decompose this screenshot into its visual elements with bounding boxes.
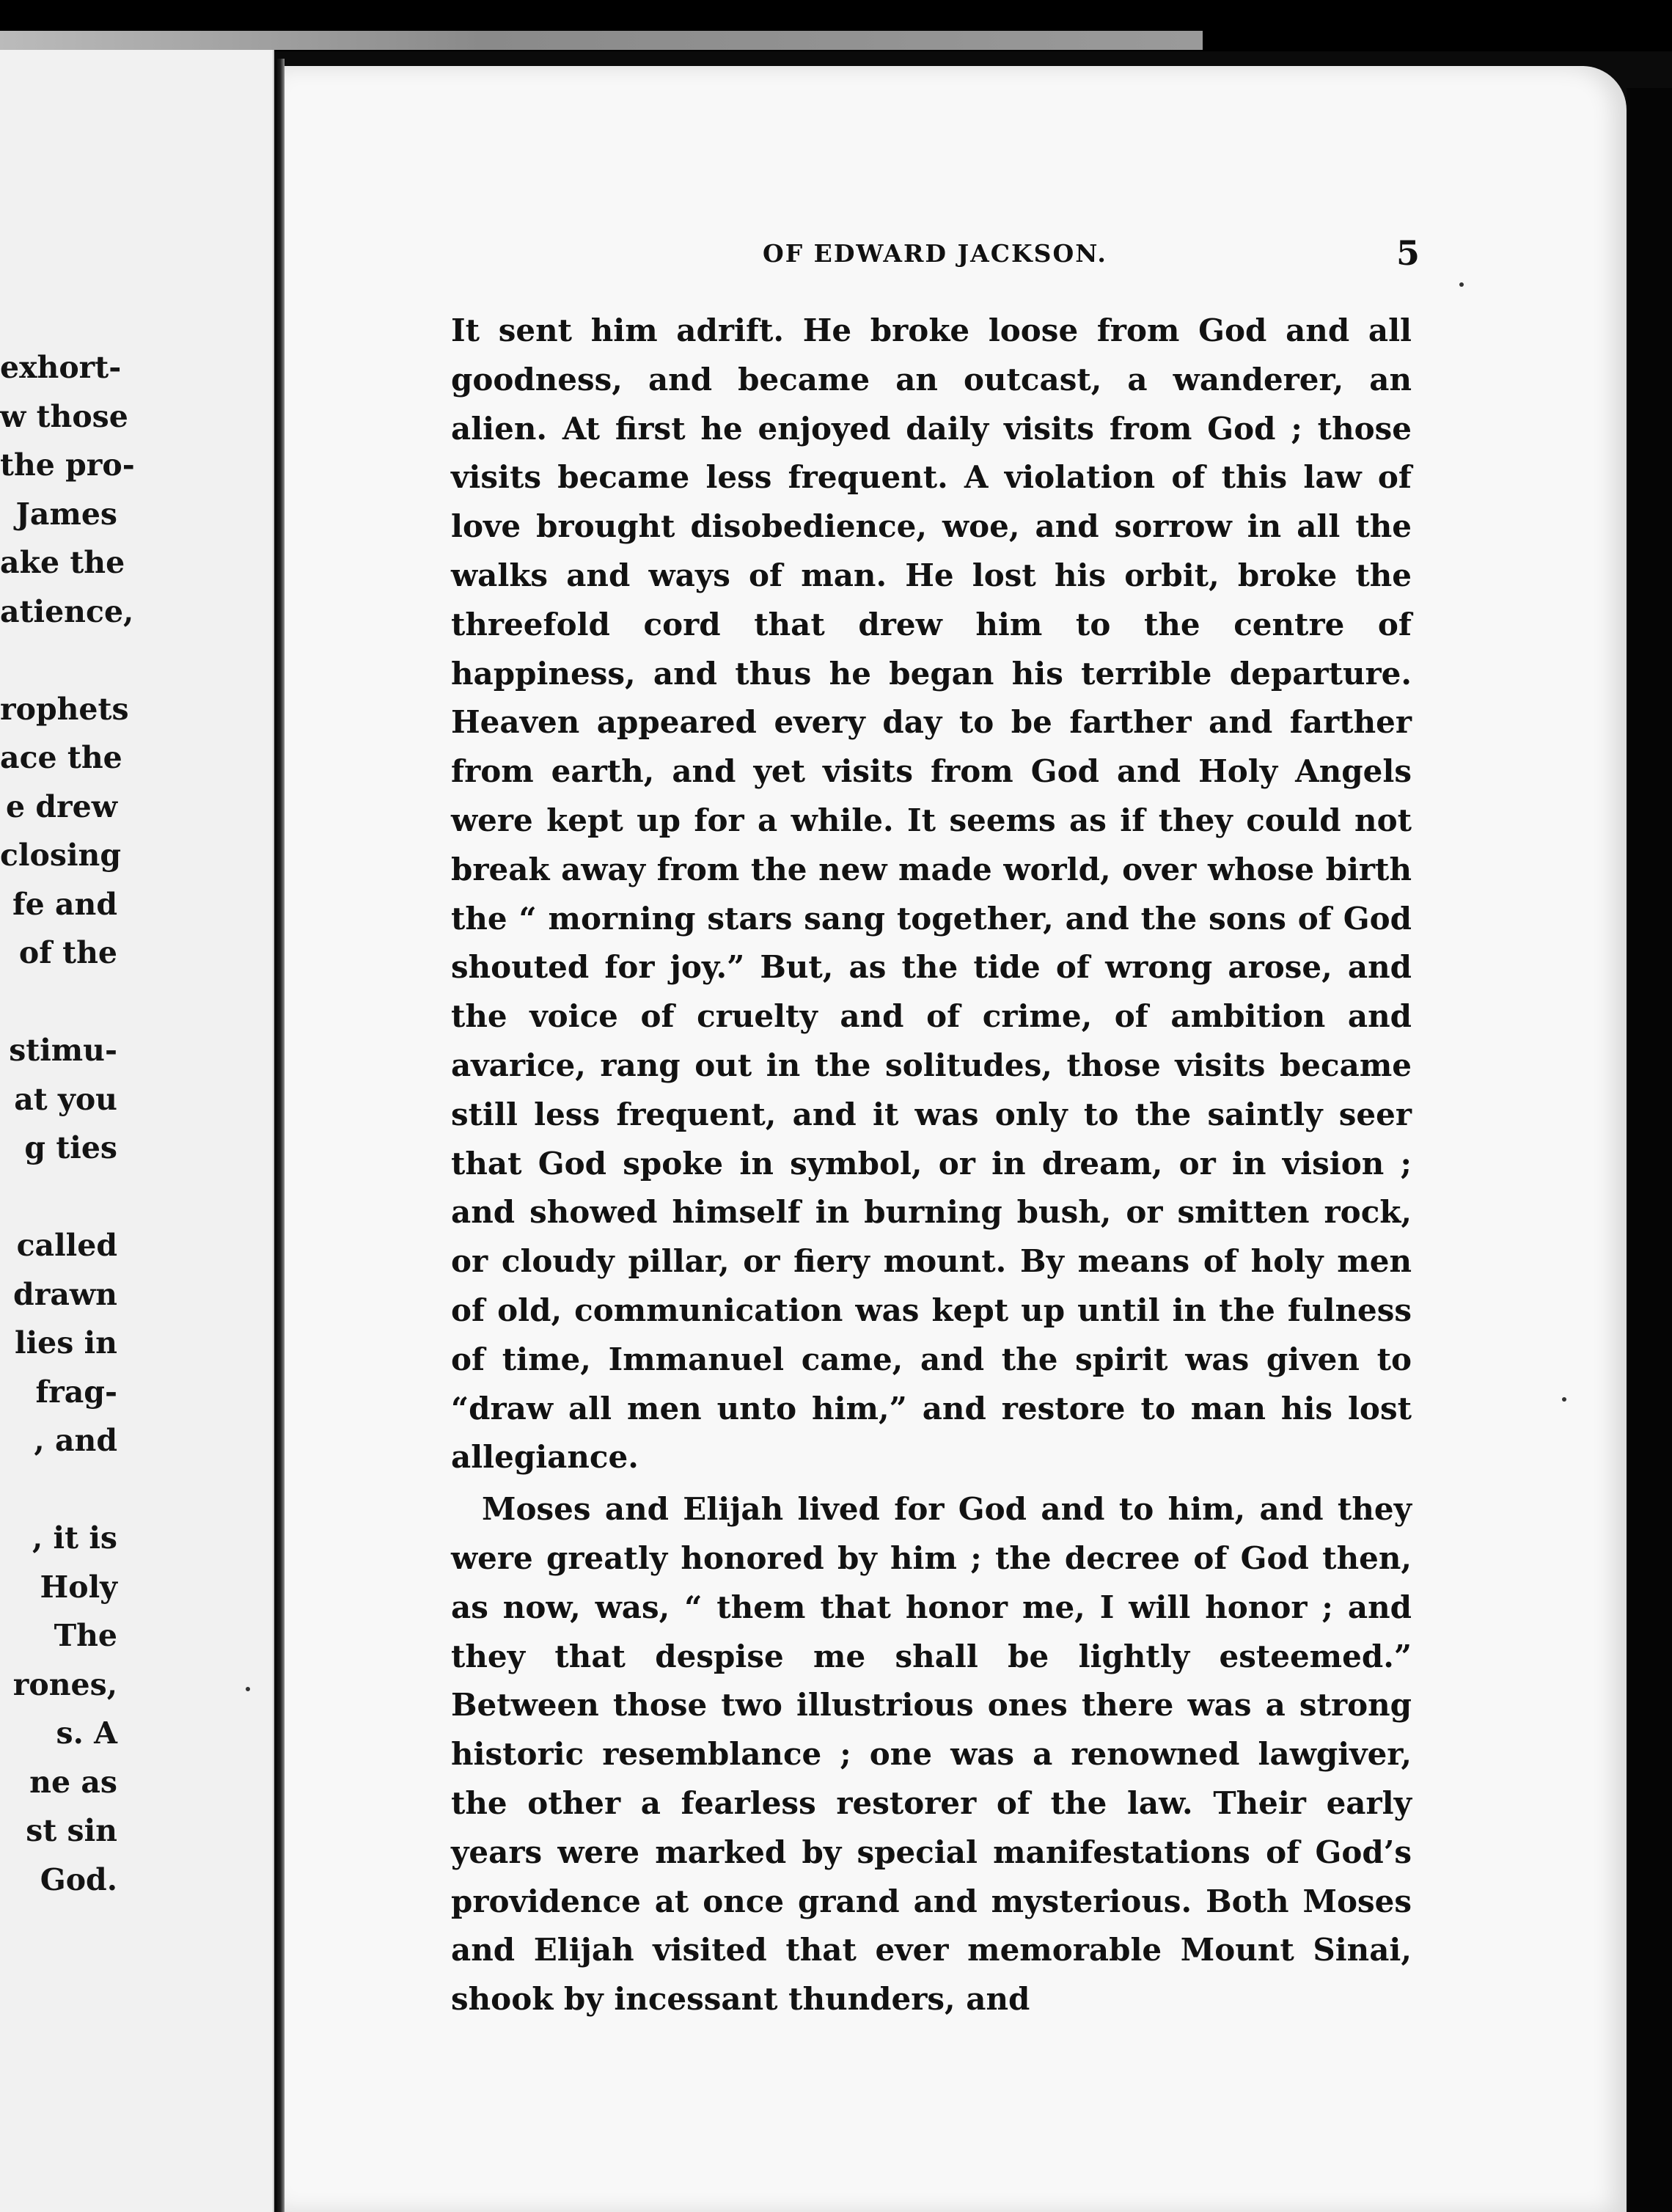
running-head: OF EDWARD JACKSON. [763,239,1107,268]
left-page-fragment: closing [0,838,122,873]
left-page-fragment: atience, [0,593,134,629]
left-page-fragment: stimu- [9,1033,117,1068]
scan-right-border [1627,88,1672,2212]
left-page-fragment: , it is [32,1520,117,1556]
left-page-fragment: ace the [0,740,122,775]
page-number: 5 [1396,233,1420,273]
left-page-fragment: w those [0,398,128,434]
left-page-fragment: st sin [26,1813,117,1848]
binding-strip [0,31,1203,50]
left-page [0,50,274,2212]
left-page-fragment: rophets [0,691,129,727]
paragraph-2: Moses and Elijah lived for God and to him, and they were greatly honored by him ; the decree of God then, as now, was, “ them that honor me, I will honor ; and they that despise me shall be lightly esteemed.” Between those two illustrious ones there was a strong historic resemblance ; one was a renowned lawgiver, the other a fearless restorer of the law. Their early years were marked by special manifestations of God’s providence at once grand and mysterious. Both Moses and Elijah visited that ever memorable Mount Sinai, shook by incessant thunders, and [451,1491,1412,2018]
left-page-fragment: ne as [29,1764,117,1800]
left-page-fragment: , and [34,1423,117,1458]
left-page-fragment: ake the [0,545,125,580]
paragraph-1: It sent him adrift. He broke loose from God and all goodness, and became an outcast, a wanderer, an alien. At first he enjoyed daily visits from God ; those visits became less frequent. A violation of this law of love brought disobedience, woe, and sorrow in all the walks and ways of man. He lost his orbit, broke the threefold cord that drew him to the centre of happiness, and thus he began his terrible departure. Heaven appeared every day to be farther and farther from earth, and yet visits from God and Holy Angels were kept up for a while. It seems as if they could not break away from the new made world, over whose birth the “ morning stars sang together, and the sons of God shouted for joy.” But, as the tide of wrong arose, and the voice of cruelty and of crime, of ambition and avarice, rang out in the solitudes, those visits became still less frequent, and it was only to the saintly seer that God spoke in symbol, or in dream, or in vision ; and showed himself in burning bush, or smitten rock, or cloudy pillar, or fiery mount. By means of holy men of old, communication was kept up until in the fulness of time, Immanuel came, and the spirit was given to “draw all men unto him,” and restore to man his lost allegiance. [451,312,1412,1476]
left-page-fragment: fe and [12,886,117,922]
scan-speck [246,1687,250,1691]
book-spine [277,59,285,2212]
left-page-fragment: e drew [5,788,117,824]
page-body [451,307,1412,2024]
left-page-fragment: exhort- [0,350,122,385]
left-page-fragment: of the [18,935,117,970]
left-page-fragment: at you [14,1081,117,1117]
left-page-fragment: g ties [24,1130,117,1165]
left-page-fragment: the pro- [0,447,135,483]
left-page-fragment: frag- [35,1374,117,1410]
left-page-fragment: James [15,496,117,532]
left-page-text-fragments [0,343,135,1904]
left-page-fragment: lies in [15,1325,117,1360]
left-page-gap [0,978,117,1027]
scan-speck [1459,282,1464,287]
left-page-fragment: Holy [40,1569,117,1605]
left-page-fragment: The [54,1618,117,1653]
left-page-gap [0,1173,117,1222]
left-page-fragment: s. A [56,1715,117,1751]
left-page-fragment: God. [40,1861,117,1897]
left-page-fragment: called [16,1228,117,1263]
left-page-gap [0,636,117,685]
left-page-fragment: drawn [13,1276,117,1312]
left-page-gap [0,1465,117,1515]
scan-speck [1562,1397,1566,1402]
left-page-fragment: rones, [12,1666,117,1702]
